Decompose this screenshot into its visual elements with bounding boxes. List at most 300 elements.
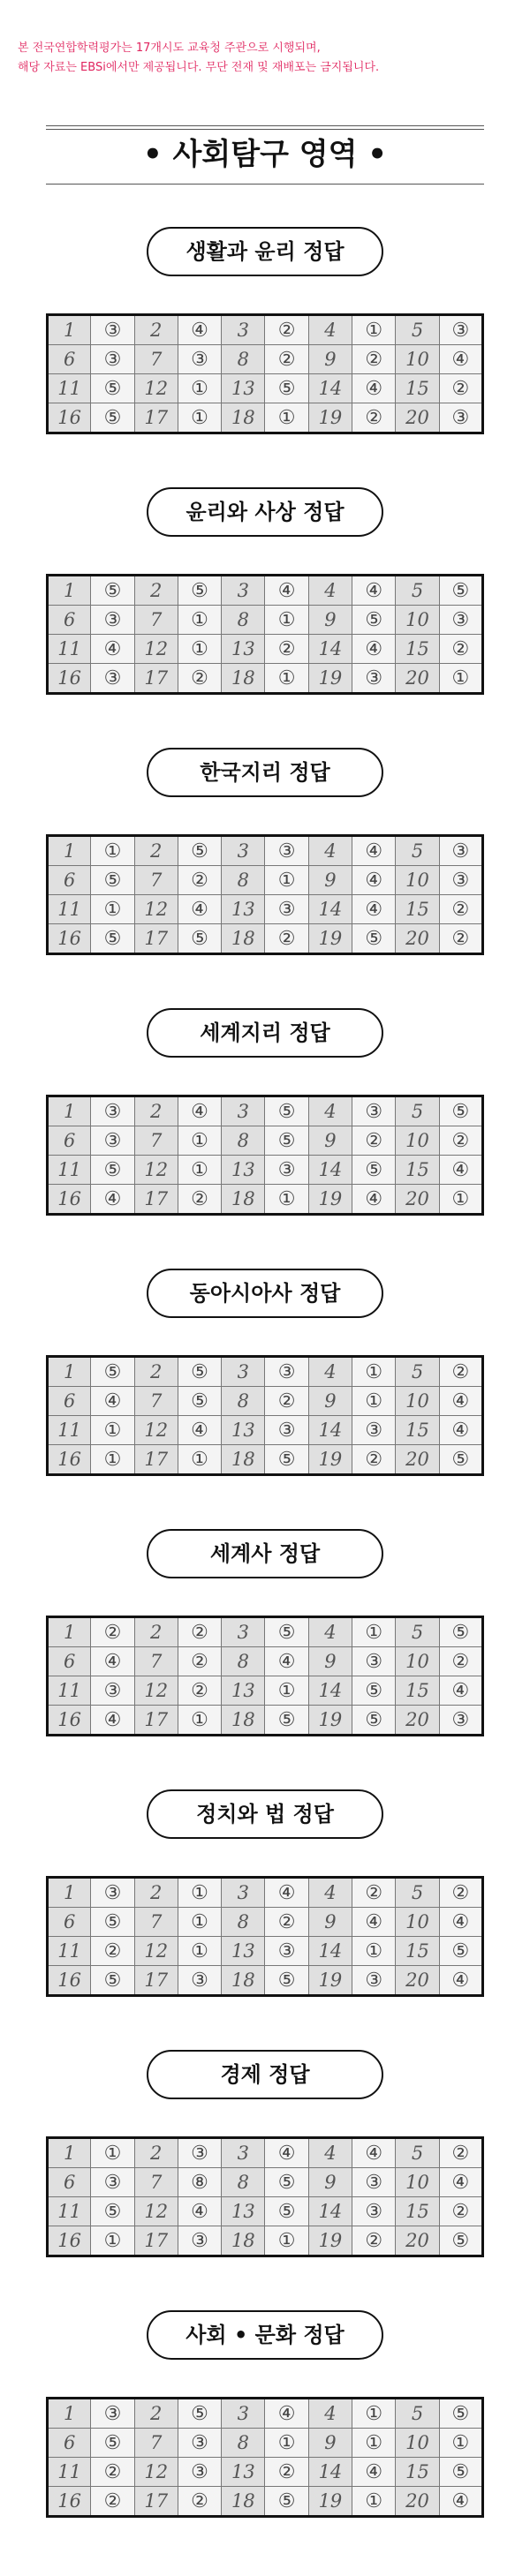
question-number: 13: [222, 2458, 265, 2487]
answer-cell: ②: [178, 1617, 221, 1647]
question-number: 6: [48, 866, 91, 895]
question-number: 7: [134, 1647, 178, 1676]
table-row: [48, 1357, 483, 1387]
table-row: [48, 1706, 483, 1736]
answer-cell: ③: [91, 1878, 134, 1908]
table-row: [48, 1156, 483, 1185]
answer-cell: ②: [352, 2226, 396, 2256]
answer-cell: ⑧: [178, 2168, 221, 2197]
answer-cell: ③: [265, 895, 308, 924]
answer-cell: ①: [265, 403, 308, 433]
answer-cell: ⑤: [352, 606, 396, 635]
answer-cell: ①: [178, 403, 221, 433]
question-number: 7: [134, 866, 178, 895]
answer-table: [46, 313, 484, 434]
answer-cell: ①: [178, 1937, 221, 1966]
question-number: 16: [48, 1706, 91, 1736]
section-title: 동아시아사 정답: [147, 1269, 383, 1318]
question-number: 10: [396, 1647, 439, 1676]
question-number: 18: [222, 1185, 265, 1215]
table-row: [48, 1647, 483, 1676]
answer-cell: ①: [91, 895, 134, 924]
answer-cell: ②: [178, 1185, 221, 1215]
answer-cell: ⑤: [439, 1937, 482, 1966]
answer-cell: ③: [91, 1126, 134, 1156]
question-number: 1: [48, 2138, 91, 2168]
question-number: 17: [134, 1445, 178, 1475]
answer-cell: ③: [178, 2138, 221, 2168]
question-number: 19: [308, 1966, 352, 1996]
question-number: 16: [48, 1185, 91, 1215]
answer-cell: ④: [352, 576, 396, 606]
answer-cell: ③: [91, 2399, 134, 2429]
answer-cell: ③: [265, 836, 308, 866]
question-number: 6: [48, 2429, 91, 2458]
answer-cell: ①: [439, 2429, 482, 2458]
answer-cell: ④: [265, 2138, 308, 2168]
question-number: 13: [222, 1676, 265, 1706]
answer-cell: ②: [265, 635, 308, 664]
answer-cell: ①: [352, 2429, 396, 2458]
table-row: [48, 1387, 483, 1416]
question-number: 9: [308, 1908, 352, 1937]
answer-cell: ④: [439, 1908, 482, 1937]
answer-cell: ④: [265, 2399, 308, 2429]
answer-cell: ④: [91, 1185, 134, 1215]
table-row: [48, 836, 483, 866]
question-number: 12: [134, 1156, 178, 1185]
answer-cell: ①: [352, 1937, 396, 1966]
answer-cell: ②: [178, 866, 221, 895]
answer-cell: ①: [178, 1126, 221, 1156]
question-number: 6: [48, 606, 91, 635]
question-number: 18: [222, 1706, 265, 1736]
question-number: 13: [222, 635, 265, 664]
answer-cell: ②: [265, 2458, 308, 2487]
question-number: 9: [308, 2168, 352, 2197]
answer-cell: ⑤: [91, 2429, 134, 2458]
question-number: 11: [48, 635, 91, 664]
question-number: 1: [48, 1617, 91, 1647]
question-number: 8: [222, 2429, 265, 2458]
answer-cell: ②: [265, 1387, 308, 1416]
question-number: 8: [222, 866, 265, 895]
answer-cell: ①: [178, 374, 221, 403]
answer-cell: ①: [352, 2399, 396, 2429]
title-divider-top-2: [46, 129, 484, 130]
question-number: 5: [396, 1357, 439, 1387]
answer-cell: ③: [439, 606, 482, 635]
question-number: 6: [48, 1908, 91, 1937]
question-number: 16: [48, 2226, 91, 2256]
answer-cell: ②: [178, 664, 221, 694]
answer-cell: ①: [91, 1445, 134, 1475]
table-row: [48, 1126, 483, 1156]
question-number: 16: [48, 403, 91, 433]
question-number: 12: [134, 1416, 178, 1445]
answer-cell: ③: [439, 403, 482, 433]
question-number: 11: [48, 2458, 91, 2487]
question-number: 1: [48, 1878, 91, 1908]
answer-cell: ③: [352, 2197, 396, 2226]
answer-cell: ③: [439, 866, 482, 895]
question-number: 14: [308, 1937, 352, 1966]
answer-cell: ④: [91, 635, 134, 664]
answer-cell: ③: [178, 2458, 221, 2487]
question-number: 4: [308, 576, 352, 606]
answer-cell: ⑤: [91, 1156, 134, 1185]
question-number: 8: [222, 1387, 265, 1416]
question-number: 11: [48, 374, 91, 403]
question-number: 13: [222, 2197, 265, 2226]
answer-cell: ④: [439, 1966, 482, 1996]
question-number: 15: [396, 1416, 439, 1445]
answer-cell: ②: [352, 403, 396, 433]
answer-cell: ③: [91, 606, 134, 635]
table-row: [48, 1416, 483, 1445]
question-number: 13: [222, 895, 265, 924]
question-number: 16: [48, 924, 91, 954]
question-number: 2: [134, 315, 178, 345]
table-row: [48, 345, 483, 374]
answer-cell: ④: [439, 1156, 482, 1185]
question-number: 12: [134, 635, 178, 664]
table-row: [48, 866, 483, 895]
answer-table: [46, 574, 484, 695]
answer-cell: ⑤: [439, 1617, 482, 1647]
question-number: 14: [308, 374, 352, 403]
table-row: [48, 2458, 483, 2487]
answer-cell: ②: [265, 924, 308, 954]
table-row: [48, 1676, 483, 1706]
answer-cell: ⑤: [439, 2399, 482, 2429]
question-number: 1: [48, 2399, 91, 2429]
section-title: 세계지리 정답: [147, 1008, 383, 1058]
question-number: 20: [396, 1185, 439, 1215]
answer-cell: ①: [178, 606, 221, 635]
answer-cell: ⑤: [352, 1706, 396, 1736]
notice-line-2: 해당 자료는 EBSi에서만 제공됩니다. 무단 전재 및 재배포는 금지됩니다.: [18, 61, 380, 74]
question-number: 18: [222, 2487, 265, 2517]
table-row: [48, 1096, 483, 1126]
question-number: 15: [396, 895, 439, 924]
question-number: 7: [134, 2168, 178, 2197]
answer-cell: ⑤: [352, 1156, 396, 1185]
section-title: 사회 • 문화 정답: [147, 2310, 383, 2360]
section-title: 세계사 정답: [147, 1529, 383, 1578]
question-number: 10: [396, 1387, 439, 1416]
question-number: 12: [134, 1676, 178, 1706]
question-number: 10: [396, 606, 439, 635]
question-number: 3: [222, 2138, 265, 2168]
answer-cell: ②: [178, 1676, 221, 1706]
question-number: 1: [48, 1096, 91, 1126]
answer-cell: ①: [178, 1156, 221, 1185]
answer-cell: ①: [265, 1185, 308, 1215]
question-number: 19: [308, 1445, 352, 1475]
answer-cell: ①: [91, 836, 134, 866]
question-number: 2: [134, 2138, 178, 2168]
question-number: 10: [396, 1908, 439, 1937]
question-number: 20: [396, 1966, 439, 1996]
answer-cell: ④: [439, 1676, 482, 1706]
question-number: 19: [308, 1185, 352, 1215]
answer-cell: ⑤: [91, 576, 134, 606]
answer-cell: ②: [352, 1126, 396, 1156]
answer-cell: ④: [439, 2168, 482, 2197]
answer-cell: ④: [352, 2458, 396, 2487]
question-number: 18: [222, 403, 265, 433]
answer-cell: ⑤: [91, 374, 134, 403]
question-number: 16: [48, 664, 91, 694]
question-number: 13: [222, 1937, 265, 1966]
answer-cell: ⑤: [91, 924, 134, 954]
question-number: 3: [222, 2399, 265, 2429]
section-title: 한국지리 정답: [147, 748, 383, 797]
answer-cell: ⑤: [265, 374, 308, 403]
question-number: 7: [134, 606, 178, 635]
answer-cell: ③: [265, 1357, 308, 1387]
answer-cell: ③: [439, 315, 482, 345]
answer-cell: ⑤: [178, 1357, 221, 1387]
answer-cell: ①: [178, 1908, 221, 1937]
answer-table: [46, 834, 484, 955]
table-row: [48, 403, 483, 433]
table-row: [48, 1937, 483, 1966]
question-number: 5: [396, 1878, 439, 1908]
answer-cell: ⑤: [178, 1387, 221, 1416]
answer-cell: ③: [352, 664, 396, 694]
question-number: 7: [134, 1387, 178, 1416]
question-number: 9: [308, 866, 352, 895]
question-number: 14: [308, 2197, 352, 2226]
question-number: 5: [396, 2399, 439, 2429]
answer-cell: ①: [178, 1878, 221, 1908]
question-number: 12: [134, 1937, 178, 1966]
question-number: 19: [308, 2226, 352, 2256]
question-number: 14: [308, 1156, 352, 1185]
question-number: 3: [222, 1357, 265, 1387]
question-number: 17: [134, 2487, 178, 2517]
question-number: 17: [134, 403, 178, 433]
answer-cell: ④: [178, 315, 221, 345]
answer-cell: ③: [352, 1966, 396, 1996]
question-number: 2: [134, 576, 178, 606]
answer-cell: ④: [178, 2197, 221, 2226]
answer-cell: ⑤: [91, 2197, 134, 2226]
table-row: [48, 374, 483, 403]
table-row: [48, 1908, 483, 1937]
table-row: [48, 2399, 483, 2429]
question-number: 15: [396, 2197, 439, 2226]
question-number: 17: [134, 1706, 178, 1736]
question-number: 16: [48, 1445, 91, 1475]
answer-cell: ③: [352, 2168, 396, 2197]
question-number: 6: [48, 1126, 91, 1156]
question-number: 20: [396, 1445, 439, 1475]
answer-cell: ①: [265, 2429, 308, 2458]
answer-cell: ③: [91, 315, 134, 345]
question-number: 2: [134, 1878, 178, 1908]
question-number: 15: [396, 635, 439, 664]
question-number: 16: [48, 2487, 91, 2517]
table-row: [48, 635, 483, 664]
question-number: 4: [308, 2138, 352, 2168]
answer-cell: ②: [439, 374, 482, 403]
answer-cell: ③: [439, 1706, 482, 1736]
question-number: 15: [396, 374, 439, 403]
answer-cell: ①: [439, 664, 482, 694]
answer-cell: ④: [91, 1387, 134, 1416]
question-number: 16: [48, 1966, 91, 1996]
section-title: 정치와 법 정답: [147, 1789, 383, 1839]
question-number: 3: [222, 1617, 265, 1647]
answer-cell: ④: [352, 1908, 396, 1937]
answer-cell: ⑤: [439, 1096, 482, 1126]
question-number: 8: [222, 345, 265, 374]
question-number: 10: [396, 866, 439, 895]
answer-cell: ④: [265, 576, 308, 606]
question-number: 14: [308, 2458, 352, 2487]
question-number: 1: [48, 1357, 91, 1387]
question-number: 3: [222, 836, 265, 866]
answer-cell: ①: [352, 315, 396, 345]
answer-cell: ③: [352, 1647, 396, 1676]
question-number: 20: [396, 924, 439, 954]
answer-cell: ④: [439, 1416, 482, 1445]
question-number: 18: [222, 2226, 265, 2256]
question-number: 17: [134, 2226, 178, 2256]
table-row: [48, 895, 483, 924]
answer-cell: ⑤: [439, 2226, 482, 2256]
table-row: [48, 606, 483, 635]
answer-cell: ②: [352, 345, 396, 374]
question-number: 4: [308, 1878, 352, 1908]
question-number: 11: [48, 1937, 91, 1966]
answer-cell: ②: [439, 2197, 482, 2226]
answer-cell: ③: [91, 1096, 134, 1126]
answer-cell: ②: [439, 1357, 482, 1387]
answer-cell: ①: [352, 1617, 396, 1647]
answer-table: [46, 1355, 484, 1476]
question-number: 20: [396, 1706, 439, 1736]
table-row: [48, 664, 483, 694]
answer-cell: ④: [91, 1647, 134, 1676]
question-number: 11: [48, 2197, 91, 2226]
question-number: 11: [48, 1416, 91, 1445]
answer-cell: ①: [352, 2487, 396, 2517]
answer-cell: ②: [352, 1445, 396, 1475]
answer-cell: ⑤: [352, 924, 396, 954]
answer-cell: ②: [439, 2138, 482, 2168]
answer-cell: ①: [265, 2226, 308, 2256]
question-number: 15: [396, 1676, 439, 1706]
answer-cell: ④: [352, 2138, 396, 2168]
answer-cell: ④: [265, 1878, 308, 1908]
question-number: 9: [308, 1387, 352, 1416]
question-number: 4: [308, 2399, 352, 2429]
answer-cell: ③: [265, 1937, 308, 1966]
question-number: 5: [396, 2138, 439, 2168]
question-number: 19: [308, 664, 352, 694]
answer-cell: ①: [439, 1185, 482, 1215]
question-number: 3: [222, 1878, 265, 1908]
answer-cell: ②: [91, 2458, 134, 2487]
answer-cell: ①: [265, 664, 308, 694]
question-number: 12: [134, 374, 178, 403]
answer-cell: ①: [91, 1416, 134, 1445]
answer-cell: ⑤: [178, 2399, 221, 2429]
question-number: 12: [134, 2458, 178, 2487]
answer-cell: ③: [91, 1676, 134, 1706]
question-number: 10: [396, 1126, 439, 1156]
question-number: 7: [134, 345, 178, 374]
answer-cell: ③: [352, 1416, 396, 1445]
question-number: 13: [222, 1416, 265, 1445]
answer-cell: ④: [352, 895, 396, 924]
question-number: 3: [222, 315, 265, 345]
answer-cell: ⑤: [352, 1676, 396, 1706]
notice-line-1: 본 전국연합학력평가는 17개시도 교육청 주관으로 시행되며,: [18, 41, 321, 55]
table-row: [48, 2226, 483, 2256]
question-number: 1: [48, 576, 91, 606]
question-number: 14: [308, 635, 352, 664]
page-title: • 사회탐구 영역 •: [142, 137, 388, 172]
table-row: [48, 2168, 483, 2197]
question-number: 6: [48, 345, 91, 374]
question-number: 11: [48, 1676, 91, 1706]
answer-cell: ④: [352, 1185, 396, 1215]
question-number: 9: [308, 1647, 352, 1676]
question-number: 9: [308, 2429, 352, 2458]
question-number: 1: [48, 315, 91, 345]
question-number: 4: [308, 1617, 352, 1647]
question-number: 19: [308, 1706, 352, 1736]
answer-cell: ④: [352, 866, 396, 895]
answer-cell: ④: [265, 1647, 308, 1676]
answer-cell: ①: [178, 1445, 221, 1475]
answer-cell: ③: [178, 345, 221, 374]
question-number: 12: [134, 895, 178, 924]
question-number: 5: [396, 1617, 439, 1647]
answer-cell: ③: [352, 1096, 396, 1126]
answer-table: [46, 1876, 484, 1997]
answer-cell: ⑤: [439, 2458, 482, 2487]
section-title: 윤리와 사상 정답: [147, 487, 383, 537]
question-number: 18: [222, 924, 265, 954]
answer-cell: ②: [91, 1937, 134, 1966]
answer-cell: ⑤: [439, 576, 482, 606]
table-row: [48, 576, 483, 606]
table-row: [48, 1445, 483, 1475]
question-number: 2: [134, 1357, 178, 1387]
question-number: 15: [396, 1937, 439, 1966]
question-number: 6: [48, 2168, 91, 2197]
answer-cell: ②: [439, 924, 482, 954]
answer-cell: ①: [352, 1357, 396, 1387]
question-number: 5: [396, 1096, 439, 1126]
question-number: 2: [134, 1096, 178, 1126]
question-number: 3: [222, 576, 265, 606]
answer-cell: ④: [352, 374, 396, 403]
question-number: 4: [308, 315, 352, 345]
answer-cell: ⑤: [265, 1617, 308, 1647]
question-number: 5: [396, 836, 439, 866]
answer-cell: ⑤: [91, 866, 134, 895]
answer-cell: ③: [265, 1156, 308, 1185]
question-number: 7: [134, 1908, 178, 1937]
answer-cell: ③: [91, 2168, 134, 2197]
